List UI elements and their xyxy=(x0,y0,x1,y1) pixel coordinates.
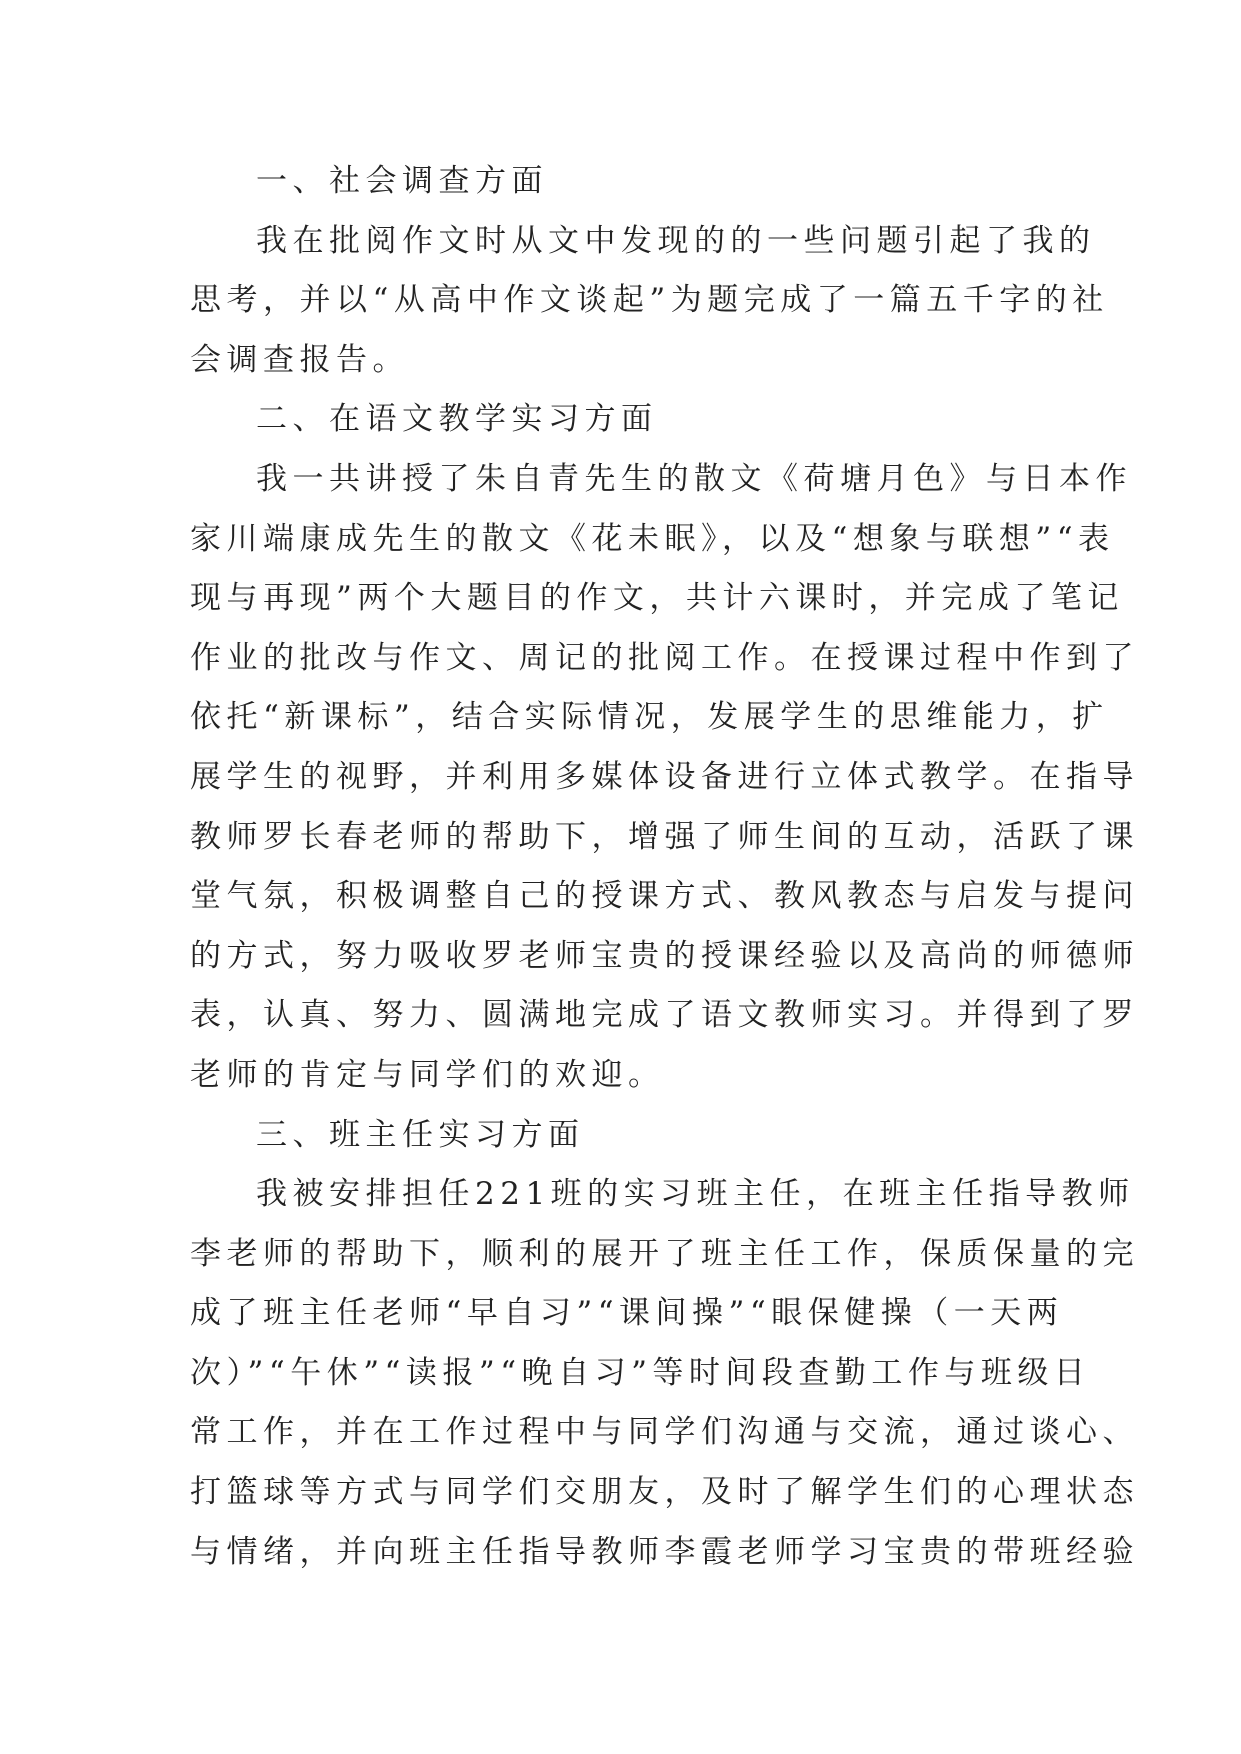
paragraph-first-line: 我一共讲授了朱自青先生的散文《荷塘月色》与日本作 xyxy=(256,460,1132,497)
paragraph-line: 思考，并以“从高中作文谈起”为题完成了一篇五千字的社 xyxy=(190,282,1109,319)
paragraph-line: 展学生的视野，并利用多媒体设备进行立体式教学。在指导 xyxy=(190,758,1139,795)
paragraph-line: 常工作，并在工作过程中与同学们沟通与交流，通过谈心、 xyxy=(190,1414,1139,1451)
paragraph-line: 李老师的帮助下，顺利的展开了班主任工作，保质保量的完 xyxy=(190,1235,1139,1272)
paragraph-line: 教师罗长春老师的帮助下，增强了师生间的互动，活跃了课 xyxy=(190,818,1139,855)
paragraph-line: 次）”“午休”“读报”“晚自习”等时间段查勤工作与班级日 xyxy=(190,1354,1091,1391)
paragraph-first-line: 一、社会调查方面 xyxy=(256,163,548,199)
paragraph-line: 与情绪，并向班主任指导教师李霞老师学习宝贵的带班经验 xyxy=(190,1533,1139,1570)
paragraph-first-line: 我在批阅作文时从文中发现的的一些问题引起了我的 xyxy=(256,222,1096,259)
paragraph-line: 成了班主任老师“早自习”“课间操”“眼保健操（一天两 xyxy=(190,1295,1064,1332)
paragraph-line: 表，认真、努力、圆满地完成了语文教师实习。并得到了罗 xyxy=(190,997,1139,1034)
paragraph-first-line: 三、班主任实习方面 xyxy=(256,1116,585,1153)
paragraph-line: 堂气氛，积极调整自己的授课方式、教风教态与启发与提问 xyxy=(190,878,1139,915)
paragraph-line: 作业的批改与作文、周记的批阅工作。在授课过程中作到了 xyxy=(190,639,1139,676)
paragraph-first-line: 我被安排担任221班的实习班主任，在班主任指导教师 xyxy=(256,1176,1135,1213)
paragraph-first-line: 二、在语文教学实习方面 xyxy=(256,401,658,438)
paragraph-line: 的方式，努力吸收罗老师宝贵的授课经验以及高尚的师德师 xyxy=(190,937,1139,974)
document-body xyxy=(190,152,1139,1582)
paragraph-line: 老师的肯定与同学们的欢迎。 xyxy=(190,1056,665,1093)
paragraph-line: 会调查报告。 xyxy=(190,341,409,378)
paragraph-line: 依托“新课标”，结合实际情况，发展学生的思维能力，扩 xyxy=(190,699,1109,736)
paragraph-line: 打篮球等方式与同学们交朋友，及时了解学生们的心理状态 xyxy=(190,1474,1139,1511)
paragraph-line: 家川端康成先生的散文《花未眠》，以及“想象与联想”“表 xyxy=(190,520,1115,557)
paragraph-line: 现与再现”两个大题目的作文，共计六课时，并完成了笔记 xyxy=(190,580,1124,617)
